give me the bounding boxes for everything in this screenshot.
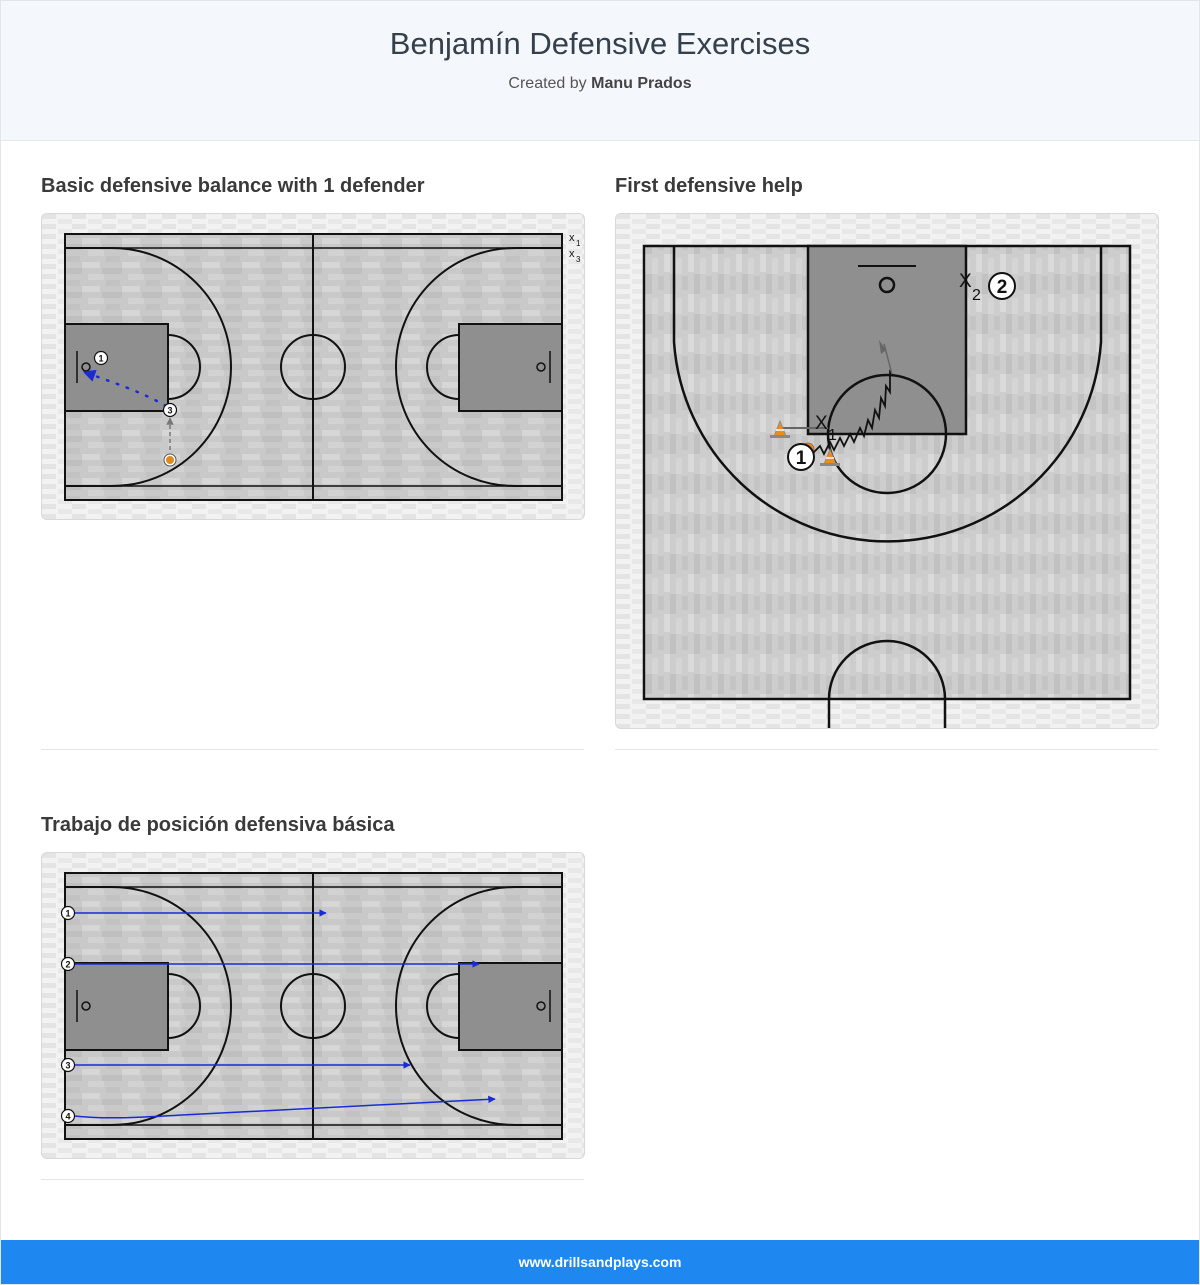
author-name[interactable]: Manu Prados [591, 75, 692, 92]
svg-text:1: 1 [98, 353, 104, 364]
full-court-diagram [42, 214, 584, 519]
svg-text:3: 3 [576, 255, 581, 264]
footer-site-link[interactable]: www.drillsandplays.com [518, 1254, 682, 1270]
svg-text:X: X [815, 413, 828, 434]
exercise-card-3 [41, 814, 585, 837]
exercise-title-1[interactable]: Basic defensive balance with 1 defender [41, 175, 425, 197]
full-court-diagram [42, 853, 584, 1158]
svg-text:2: 2 [65, 959, 71, 970]
exercise-diagram-2[interactable] [615, 213, 1159, 729]
svg-text:X: X [959, 271, 972, 292]
page-header [1, 1, 1199, 141]
created-by-label: Created by [508, 75, 587, 92]
player-token-1 [62, 907, 75, 920]
svg-text:4: 4 [65, 1111, 71, 1122]
exercise-card-1 [41, 175, 585, 198]
svg-text:x: x [569, 248, 575, 260]
card-divider-3 [41, 1179, 584, 1180]
player-token-3 [164, 404, 177, 417]
svg-text:x: x [569, 232, 575, 244]
card-divider-2 [615, 749, 1158, 750]
half-court-diagram [616, 214, 1158, 728]
svg-text:1: 1 [65, 908, 71, 919]
page-footer [1, 1240, 1199, 1284]
exercise-title-3[interactable]: Trabajo de posición defensiva básica [41, 814, 395, 836]
svg-text:1: 1 [795, 448, 807, 469]
exercise-diagram-1[interactable] [41, 213, 585, 520]
player-token-1 [788, 444, 814, 470]
svg-text:1: 1 [576, 239, 581, 248]
exercise-diagram-3[interactable] [41, 852, 585, 1159]
svg-text:3: 3 [167, 405, 173, 416]
ball-icon [164, 454, 176, 466]
byline [1, 75, 1199, 93]
exercise-title-2[interactable]: First defensive help [615, 175, 803, 197]
svg-text:1: 1 [828, 427, 837, 444]
svg-text:3: 3 [65, 1060, 71, 1071]
page-title: Benjamín Defensive Exercises [389, 26, 811, 61]
player-token-3 [62, 1059, 75, 1072]
player-token-2 [62, 958, 75, 971]
svg-text:2: 2 [972, 287, 981, 304]
svg-text:2: 2 [996, 277, 1008, 298]
player-token-1 [95, 352, 108, 365]
exercise-card-2 [615, 175, 1159, 198]
player-token-4 [62, 1110, 75, 1123]
card-divider-1 [41, 749, 584, 750]
player-token-2 [989, 273, 1015, 299]
